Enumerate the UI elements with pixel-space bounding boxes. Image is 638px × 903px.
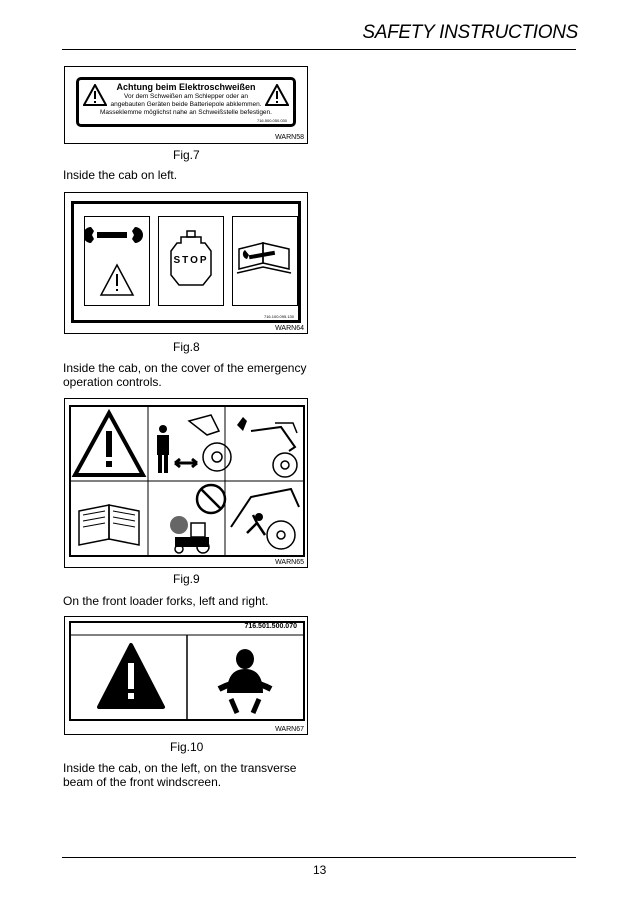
maintenance-sign bbox=[71, 201, 301, 323]
sign-title: Achtung beim Elektroschweißen bbox=[116, 82, 256, 92]
manual-book-icon bbox=[79, 505, 139, 545]
sign-line: angebauten Geräten beide Batteriepole abklemmen. bbox=[110, 101, 262, 108]
seatbelt-person-icon bbox=[219, 649, 271, 713]
figure-code: WARN64 bbox=[275, 325, 304, 332]
fig10-image bbox=[64, 616, 308, 735]
fig10-caption: Fig.10 bbox=[170, 740, 204, 754]
keep-distance-icon bbox=[157, 415, 231, 473]
fig7-description: Inside the cab on left. bbox=[63, 168, 178, 182]
sign-line: Vor dem Schweißen am Schlepper oder an bbox=[124, 93, 248, 100]
crush-hazard-icon bbox=[231, 489, 299, 549]
warning-triangle-icon bbox=[101, 265, 133, 295]
fig7-image bbox=[64, 66, 308, 144]
fig8-description: Inside the cab, on the cover of the emergency operation controls. bbox=[63, 361, 307, 389]
part-number: 716.100.095.130 bbox=[263, 314, 294, 319]
fig9-image bbox=[64, 398, 308, 568]
no-riding-icon bbox=[170, 485, 225, 553]
warning-triangle-icon bbox=[75, 413, 143, 475]
page-header-title: SAFETY INSTRUCTIONS bbox=[362, 22, 578, 43]
figure-code: WARN67 bbox=[275, 726, 304, 733]
fig7-caption: Fig.7 bbox=[173, 148, 200, 162]
fig8-image bbox=[64, 192, 308, 334]
sign-panel bbox=[158, 216, 224, 306]
figure-code: WARN65 bbox=[275, 559, 304, 566]
stop-label: STOP bbox=[173, 255, 209, 266]
sign-panel bbox=[232, 216, 298, 306]
wrench-icon bbox=[85, 227, 143, 243]
fig9-description: On the front loader forks, left and right. bbox=[63, 594, 269, 608]
fig8-caption: Fig.8 bbox=[173, 340, 200, 354]
falling-load-icon bbox=[237, 417, 297, 477]
manual-book-icon bbox=[233, 217, 297, 305]
fig9-caption: Fig.9 bbox=[173, 572, 200, 586]
page-number: 13 bbox=[313, 863, 327, 877]
fig10-description: Inside the cab, on the left, on the transverse beam of the front windscreen. bbox=[63, 761, 297, 789]
footer-rule bbox=[62, 857, 576, 858]
welding-warning-sign bbox=[76, 77, 296, 127]
sign-panel bbox=[84, 216, 150, 306]
sign-line: Masseklemme möglichst nahe an Schweißstelle befestigen. bbox=[100, 109, 272, 116]
part-number: 716.500.050.030 bbox=[256, 118, 287, 123]
header-rule bbox=[62, 49, 576, 50]
part-number: 716.501.500.070 bbox=[244, 623, 297, 630]
warning-triangle-icon bbox=[99, 645, 163, 707]
loader-warning-sign bbox=[69, 405, 305, 557]
seatbelt-warning-sign bbox=[69, 621, 305, 721]
figure-code: WARN58 bbox=[275, 134, 304, 141]
